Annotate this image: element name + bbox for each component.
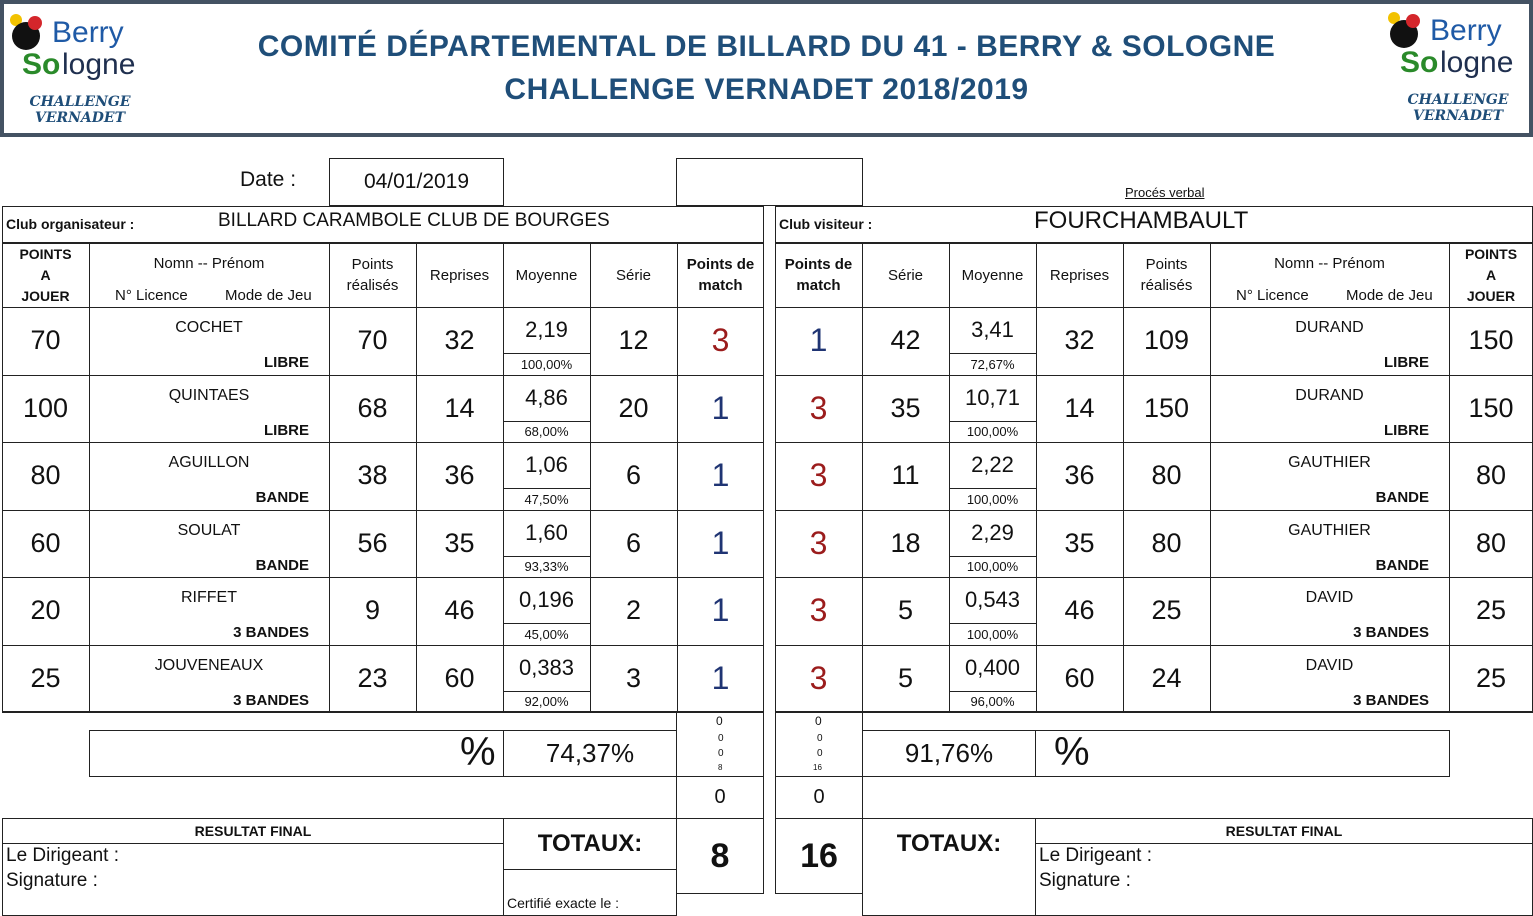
home-header-licence: N° Licence <box>115 287 188 304</box>
small-value: 0 <box>817 748 823 759</box>
visitor-percentage: 100,00% <box>966 626 1019 642</box>
ball-red-icon <box>1406 14 1420 28</box>
visitor-moyenne: 3,41 <box>971 317 1014 342</box>
header-banner <box>0 0 1533 137</box>
home-percent-symbol: % <box>460 730 496 774</box>
header-line: A <box>40 266 51 283</box>
visitor-pts-jouer: 150 <box>1468 392 1514 423</box>
column-divider <box>1210 243 1211 712</box>
visitor-percentage: 72,67% <box>970 356 1015 372</box>
empty-box <box>676 158 863 206</box>
home-match-points: 1 <box>711 389 730 426</box>
visitor-header-moyenne <box>949 243 1036 307</box>
visitor-match-points: 3 <box>809 524 828 561</box>
logo-caption: CHALLENGE VERNADET <box>29 94 131 126</box>
visitor-player-name: DURAND <box>1295 319 1364 336</box>
home-reprises: 32 <box>444 325 475 356</box>
proces-verbal-link[interactable]: Procés verbal <box>1125 185 1205 200</box>
header-line: réalisés <box>1140 277 1193 294</box>
home-play-mode: LIBRE <box>264 354 309 371</box>
visitor-play-mode: LIBRE <box>1384 421 1429 439</box>
home-serie: 20 <box>618 392 649 423</box>
header-line: match <box>698 277 743 294</box>
visitor-pts-jouer: 150 <box>1468 325 1514 356</box>
home-header-mode: Mode de Jeu <box>225 287 312 304</box>
header-line: JOUER <box>1466 287 1516 304</box>
header-line: A <box>1485 266 1497 283</box>
home-header-reprises <box>416 243 503 307</box>
small-value: 0 <box>718 748 724 759</box>
home-pts-real: 70 <box>357 325 388 356</box>
visitor-pts-real: 80 <box>1151 460 1182 491</box>
home-player-name: SOULAT <box>177 521 241 539</box>
visitor-match-points: 3 <box>809 659 828 696</box>
visitor-header-licence: N° Licence <box>1236 287 1309 304</box>
visitor-total: 16 <box>775 818 863 894</box>
visitor-match-points: 3 <box>809 457 828 494</box>
visitor-header-points-realises <box>1123 243 1210 307</box>
visitor-moyenne: 2,22 <box>971 452 1014 477</box>
home-club-name: BILLARD CARAMBOLE CLUB DE BOURGES <box>218 210 610 231</box>
row-divider <box>2 712 764 713</box>
home-pts-jouer: 100 <box>22 392 69 423</box>
visitor-moyenne: 10,71 <box>964 384 1021 410</box>
home-header-points-a-jouer <box>2 243 89 307</box>
home-header-nom: Nomn -- Prénom <box>153 255 265 272</box>
visitor-reprises: 14 <box>1064 392 1095 423</box>
home-serie: 2 <box>625 595 642 626</box>
visitor-pts-jouer: 25 <box>1475 595 1507 626</box>
visitor-serie: 42 <box>890 325 921 356</box>
visitor-pts-real: 109 <box>1143 325 1190 356</box>
home-moyenne: 0,196 <box>518 587 575 612</box>
visitor-header-points-match <box>775 243 862 307</box>
header-line: POINTS <box>19 245 72 262</box>
home-percentage: 68,00% <box>524 424 569 439</box>
header-line: match <box>796 277 841 294</box>
home-serie: 12 <box>618 325 649 356</box>
visitor-header-points-a-jouer <box>1449 243 1533 307</box>
visitor-pts-real: 80 <box>1151 527 1182 558</box>
home-play-mode: BANDE <box>255 489 309 506</box>
header-line: JOUER <box>21 287 70 304</box>
column-divider <box>89 243 90 712</box>
visitor-signature: Signature : <box>1039 870 1131 891</box>
visitor-zero: 0 <box>775 776 863 819</box>
logo-text-berry: Berry <box>1430 14 1502 47</box>
home-signature: Signature : <box>6 870 98 891</box>
visitor-pts-real: 24 <box>1151 662 1182 693</box>
home-play-mode: BANDE <box>255 556 309 574</box>
home-play-mode: 3 BANDES <box>233 691 309 709</box>
home-moyenne: 1,60 <box>525 519 568 545</box>
home-percent-value: 74,37% <box>503 730 677 777</box>
home-reprises: 60 <box>444 662 475 693</box>
home-reprises: 14 <box>444 392 475 423</box>
home-player-name: RIFFET <box>181 589 237 606</box>
logo-text-so: So <box>22 48 61 81</box>
visitor-player-name: DAVID <box>1305 589 1354 606</box>
visitor-percentage: 100,00% <box>966 491 1019 507</box>
small-value: 16 <box>813 763 822 772</box>
visitor-reprises: 35 <box>1064 527 1095 558</box>
home-percentage: 45,00% <box>524 626 569 642</box>
visitor-moyenne: 0,400 <box>964 654 1021 680</box>
home-pts-jouer: 20 <box>30 595 61 626</box>
logo-text-so: So <box>1400 46 1439 79</box>
home-pts-jouer: 70 <box>30 325 61 356</box>
home-percentage: 47,50% <box>524 491 569 507</box>
home-header-points-realises <box>329 243 416 307</box>
header-line: Série <box>887 266 924 284</box>
visitor-result-label: RESULTAT FINAL <box>1225 823 1343 839</box>
home-player-name: AGUILLON <box>168 454 250 471</box>
header-line: Reprises <box>1049 266 1110 284</box>
home-serie: 3 <box>625 662 642 693</box>
small-value: 0 <box>815 714 822 728</box>
visitor-header-mode: Mode de Jeu <box>1346 287 1433 304</box>
home-percentage: 93,33% <box>524 559 569 574</box>
ball-red-icon <box>28 16 42 30</box>
visitor-moyenne: 2,29 <box>971 519 1014 545</box>
visitor-header-nom: Nomn -- Prénom <box>1274 255 1385 272</box>
page-title: COMITÉ DÉPARTEMENTAL DE BILLARD DU 41 - BERRY & SOLOGNE <box>257 30 1276 63</box>
logo-left <box>10 14 150 129</box>
header-line: POINTS <box>1464 245 1518 262</box>
date-label: Date : <box>240 168 297 191</box>
home-pts-jouer: 60 <box>30 527 61 558</box>
visitor-totaux-label: TOTAUX: <box>896 830 1002 857</box>
home-pts-jouer: 80 <box>30 460 61 491</box>
logo-text-logne: logne <box>62 48 136 81</box>
visitor-percent-symbol: % <box>1054 730 1090 774</box>
visitor-play-mode: LIBRE <box>1384 354 1429 371</box>
home-match-points: 1 <box>711 457 730 494</box>
visitor-reprises: 32 <box>1064 325 1095 356</box>
home-moyenne: 4,86 <box>525 384 568 410</box>
home-player-name: QUINTAES <box>168 386 250 404</box>
header-line: Points <box>1145 256 1188 273</box>
visitor-match-points: 1 <box>809 322 828 359</box>
small-value: 0 <box>718 733 724 744</box>
home-result-label: RESULTAT FINAL <box>194 823 312 839</box>
small-value: 0 <box>817 733 823 744</box>
home-play-mode: 3 BANDES <box>233 624 309 641</box>
visitor-player-name: GAUTHIER <box>1288 521 1371 539</box>
home-dirigeant: Le Dirigeant : <box>6 845 120 866</box>
visitor-player-name: DURAND <box>1295 386 1364 404</box>
row-divider <box>775 712 1533 713</box>
home-moyenne: 0,383 <box>518 654 575 680</box>
visitor-serie: 35 <box>890 392 921 423</box>
visitor-play-mode: BANDE <box>1375 556 1429 574</box>
visitor-percentage: 100,00% <box>966 424 1019 439</box>
home-pts-real: 23 <box>357 662 388 693</box>
header-line: Points <box>351 256 394 273</box>
home-moyenne: 2,19 <box>525 317 568 342</box>
header-line: Série <box>615 266 652 284</box>
visitor-serie: 11 <box>891 460 920 491</box>
home-match-points: 3 <box>711 322 730 359</box>
home-pts-jouer: 25 <box>30 662 61 693</box>
certifie-label: Certifié exacte le : <box>507 895 620 911</box>
visitor-pts-jouer: 80 <box>1475 460 1507 491</box>
logo-caption: CHALLENGE VERNADET <box>1407 92 1509 124</box>
visitor-pts-jouer: 25 <box>1475 662 1507 693</box>
header-line: Reprises <box>429 266 490 284</box>
visitor-player-name: GAUTHIER <box>1288 454 1371 471</box>
visitor-match-points: 3 <box>809 592 828 629</box>
header-line: Points de <box>784 256 853 273</box>
visitor-pts-real: 150 <box>1143 392 1190 423</box>
visitor-play-mode: 3 BANDES <box>1353 624 1429 641</box>
visitor-reprises: 36 <box>1064 460 1095 491</box>
home-zero: 0 <box>676 776 764 819</box>
visitor-play-mode: 3 BANDES <box>1353 691 1429 709</box>
visitor-match-points: 3 <box>809 389 828 426</box>
small-value: 0 <box>716 714 723 728</box>
home-player-name: COCHET <box>175 319 243 336</box>
home-player-name: JOUVENEAUX <box>154 656 264 674</box>
home-play-mode: LIBRE <box>264 421 309 439</box>
home-match-points: 1 <box>711 659 730 696</box>
home-percentage: 92,00% <box>524 694 569 709</box>
home-header-serie <box>590 243 677 307</box>
home-match-points: 1 <box>711 592 730 629</box>
visitor-club-name: FOURCHAMBAULT <box>1034 207 1249 234</box>
visitor-serie: 5 <box>897 662 914 693</box>
visitor-moyenne: 0,543 <box>964 587 1021 612</box>
home-match-points: 1 <box>711 524 730 561</box>
visitor-pts-real: 25 <box>1151 595 1182 626</box>
visitor-header-reprises <box>1036 243 1123 307</box>
home-reprises: 35 <box>444 527 475 558</box>
visitor-percentage: 96,00% <box>970 694 1015 709</box>
page-subtitle: CHALLENGE VERNADET 2018/2019 <box>504 73 1029 106</box>
header-line: réalisés <box>346 277 399 294</box>
visitor-reprises: 46 <box>1064 595 1095 626</box>
home-serie: 6 <box>625 527 642 558</box>
home-totaux-label: TOTAUX: <box>537 830 643 857</box>
visitor-reprises: 60 <box>1064 662 1095 693</box>
home-header-points-match <box>677 243 764 307</box>
home-pts-real: 38 <box>357 460 388 491</box>
home-pts-real: 56 <box>357 527 388 558</box>
visitor-percent-value: 91,76% <box>862 730 1036 777</box>
home-moyenne: 1,06 <box>525 452 568 477</box>
logo-text-berry: Berry <box>52 16 124 49</box>
home-percent-box <box>89 730 504 777</box>
header-line: Points de <box>686 256 755 273</box>
date-field[interactable]: 04/01/2019 <box>329 158 504 206</box>
header-line: Moyenne <box>515 266 578 284</box>
header-line: Moyenne <box>961 266 1024 284</box>
logo-text-logne: logne <box>1440 46 1514 79</box>
visitor-club-label: Club visiteur : <box>779 216 873 232</box>
visitor-header-serie <box>862 243 949 307</box>
home-total: 8 <box>676 818 764 894</box>
home-pts-real: 9 <box>364 595 381 626</box>
small-value: 8 <box>718 763 723 772</box>
visitor-dirigeant: Le Dirigeant : <box>1039 845 1153 866</box>
home-reprises: 36 <box>444 460 475 491</box>
visitor-player-name: DAVID <box>1305 656 1354 674</box>
visitor-play-mode: BANDE <box>1375 489 1429 506</box>
home-percentage: 100,00% <box>520 356 573 372</box>
visitor-serie: 5 <box>897 595 914 626</box>
visitor-serie: 18 <box>890 527 921 558</box>
home-reprises: 46 <box>444 595 475 626</box>
logo-right <box>1388 12 1528 127</box>
home-header-moyenne <box>503 243 590 307</box>
visitor-percentage: 100,00% <box>966 559 1019 574</box>
visitor-pts-jouer: 80 <box>1475 527 1507 558</box>
home-pts-real: 68 <box>357 392 388 423</box>
home-serie: 6 <box>625 460 642 491</box>
home-club-label: Club organisateur : <box>6 216 135 232</box>
